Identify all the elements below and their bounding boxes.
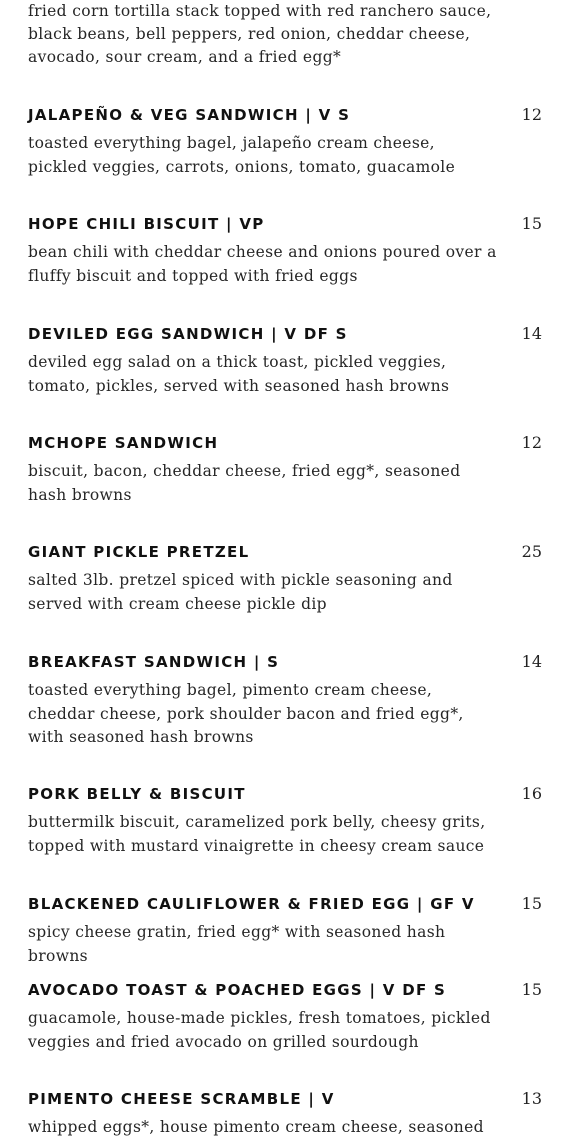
- menu-item-name: BREAKFAST SANDWICH | S: [28, 653, 280, 671]
- menu-item-name: MCHOPE SANDWICH: [28, 434, 219, 452]
- menu-item: [28, 651, 542, 750]
- menu-item-description: spicy cheese gratin, fried egg* with seasoned hash browns: [28, 923, 446, 965]
- menu-item-price: 15: [521, 980, 542, 999]
- menu-item-description: whipped eggs*, house pimento cream cheese, seasoned: [28, 1118, 484, 1136]
- menu-item-name: PORK BELLY & BISCUIT: [28, 785, 246, 803]
- menu-item-price: 12: [521, 433, 542, 452]
- menu-item-description: bean chili with cheddar cheese and onions poured over a fluffy biscuit and topped with fried eggs: [28, 243, 497, 285]
- menu-item: [28, 783, 542, 858]
- menu-item: [28, 213, 542, 288]
- item-description: fried corn tortilla stack topped with red ranchero sauce, black beans, bell peppers, red onion, cheddar cheese, avocado, sour cream, and a fried egg*: [28, 2, 492, 66]
- menu-item-description: buttermilk biscuit, caramelized pork belly, cheesy grits, topped with mustard vinaigrette in cheesy cream sauce: [28, 813, 486, 855]
- menu-item-price: 12: [521, 105, 542, 124]
- menu-item-price: 13: [521, 1089, 542, 1108]
- menu-item: [28, 979, 542, 1054]
- menu-item-description: toasted everything bagel, pimento cream cheese, cheddar cheese, pork shoulder bacon and fried egg*, with seasoned hash browns: [28, 681, 464, 746]
- menu-item-name: AVOCADO TOAST & POACHED EGGS | V DF S: [28, 981, 447, 999]
- menu-item-header: [28, 1088, 542, 1110]
- menu-item-price: 15: [521, 214, 542, 233]
- menu-item-header: [28, 541, 542, 563]
- menu-item-name: BLACKENED CAULIFLOWER & FRIED EGG | GF V: [28, 895, 475, 913]
- menu-item-name: DEVILED EGG SANDWICH | V DF S: [28, 325, 348, 343]
- menu-item-price: 25: [521, 542, 542, 561]
- menu-item-description: salted 3lb. pretzel spiced with pickle seasoning and served with cream cheese pickle dip: [28, 571, 453, 613]
- menu-item-price: 14: [521, 324, 542, 343]
- menu-item-header: [28, 213, 542, 235]
- menu-item: [28, 323, 542, 398]
- menu-item-description: deviled egg salad on a thick toast, pickled veggies, tomato, pickles, served with seasoned hash browns: [28, 353, 450, 395]
- menu-item: [28, 1088, 542, 1140]
- menu-item-header: [28, 979, 542, 1001]
- menu-item-header: [28, 323, 542, 345]
- menu-item-price: 14: [521, 652, 542, 671]
- menu-item: [28, 541, 542, 616]
- menu-item-price: 16: [521, 784, 542, 803]
- menu-item-name: JALAPEÑO & VEG SANDWICH | V S: [28, 106, 351, 124]
- menu-item-price: 15: [521, 894, 542, 913]
- menu-item-name: HOPE CHILI BISCUIT | VP: [28, 215, 265, 233]
- menu-item-header: [28, 651, 542, 673]
- menu-item-header: [28, 783, 542, 805]
- menu-item-header: [28, 104, 542, 126]
- menu-item-name: PIMENTO CHEESE SCRAMBLE | V: [28, 1090, 335, 1108]
- menu-item: [28, 893, 542, 968]
- menu-item: [28, 432, 542, 507]
- menu-item-name: GIANT PICKLE PRETZEL: [28, 543, 250, 561]
- menu-item-description: toasted everything bagel, jalapeño cream cheese, pickled veggies, carrots, onions, tomato, guacamole: [28, 134, 456, 176]
- menu-item-header: [28, 432, 542, 454]
- menu-item-header: [28, 893, 542, 915]
- menu-item-description: guacamole, house-made pickles, fresh tomatoes, pickled veggies and fried avocado on grilled sourdough: [28, 1009, 491, 1051]
- menu-item: [28, 104, 542, 179]
- menu-item-description: biscuit, bacon, cheddar cheese, fried egg*, seasoned hash browns: [28, 462, 461, 504]
